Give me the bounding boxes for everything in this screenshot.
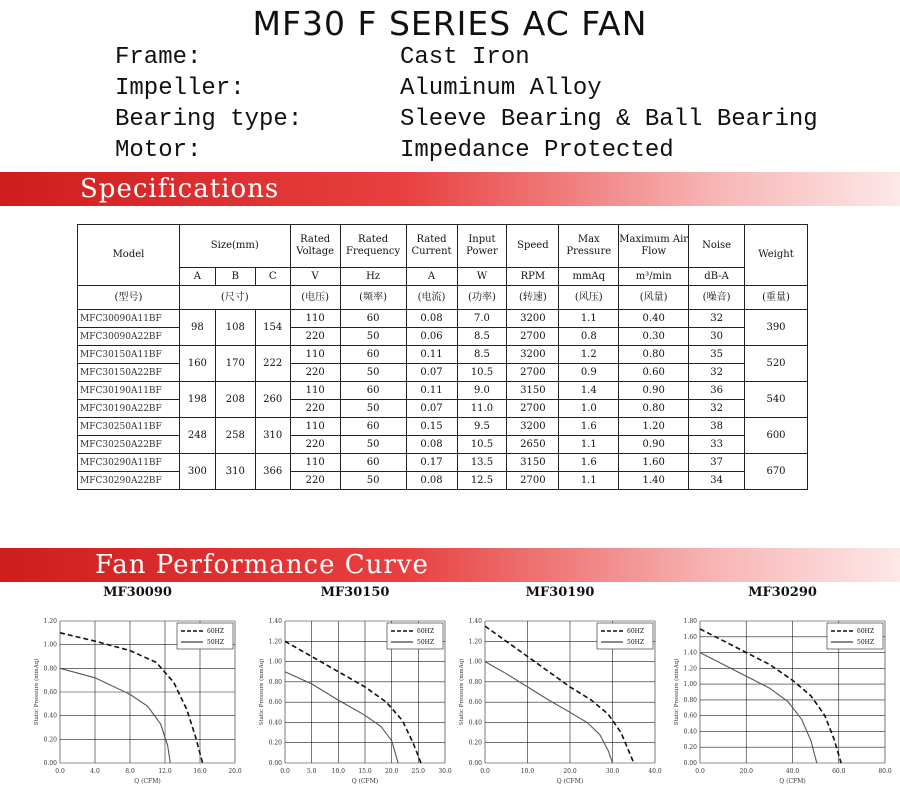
cell-airflow: 0.60 (619, 364, 689, 382)
y-axis-label: Static Pressure (mmAq) (34, 658, 40, 726)
cell-speed: 3150 (507, 382, 559, 400)
cell-current: 0.07 (406, 364, 457, 382)
property-row (115, 135, 818, 166)
cell-frequency: 50 (340, 436, 406, 454)
cell-frequency: 50 (340, 400, 406, 418)
legend-box (597, 623, 653, 649)
x-tick-label: 40.0 (785, 768, 800, 775)
cn-speed: (转速) (507, 286, 559, 310)
cell-frequency: 60 (340, 310, 406, 328)
cell-noise: 32 (689, 364, 745, 382)
x-tick-label: 10.0 (331, 768, 346, 775)
cell-noise: 37 (689, 454, 745, 472)
cell-voltage: 110 (290, 382, 340, 400)
cell-current: 0.11 (406, 382, 457, 400)
x-tick-label: 25.0 (411, 768, 426, 775)
cn-voltage: (电压) (290, 286, 340, 310)
chart-mf30150 (255, 585, 455, 790)
cell-current: 0.15 (406, 418, 457, 436)
x-axis-label: Q (CFM) (779, 778, 806, 785)
y-tick-label: 1.40 (268, 618, 282, 625)
header-model: Model (78, 225, 180, 286)
cell-noise: 36 (689, 382, 745, 400)
y-tick-label: 0.80 (43, 665, 57, 673)
unit-b: B (215, 268, 255, 286)
cell-size-a: 248 (179, 418, 215, 454)
cell-size-c: 222 (255, 346, 290, 382)
y-tick-label: 1.20 (468, 638, 482, 646)
cell-size-c: 260 (255, 382, 290, 418)
cell-model: MFC30250A22BF (78, 436, 180, 454)
cell-airflow: 0.30 (619, 328, 689, 346)
property-value: Cast Iron (400, 44, 530, 71)
header-weight: Weight (745, 225, 808, 286)
table-row (78, 382, 808, 400)
cell-size-b: 310 (215, 454, 255, 490)
cell-power: 8.5 (457, 346, 507, 364)
unit-v: V (290, 268, 340, 286)
cell-voltage: 110 (290, 346, 340, 364)
cell-airflow: 1.40 (619, 472, 689, 490)
x-tick-label: 20.0 (228, 768, 242, 775)
header-speed: Speed (507, 225, 559, 268)
property-row (115, 42, 818, 73)
series-line-50hz (485, 662, 613, 763)
cell-weight: 600 (745, 418, 808, 454)
specifications-heading: Specifications (80, 174, 280, 204)
cell-speed: 2700 (507, 328, 559, 346)
x-axis-label: Q (CFM) (556, 778, 584, 785)
unit-a: A (179, 268, 215, 286)
x-tick-label: 15.0 (358, 768, 372, 775)
y-tick-label: 0.80 (268, 678, 282, 686)
y-tick-label: 1.20 (683, 665, 697, 673)
x-tick-label: 5.0 (306, 768, 317, 775)
cell-pressure: 1.0 (559, 400, 619, 418)
cell-pressure: 1.1 (559, 436, 619, 454)
x-tick-label: 0.0 (480, 768, 490, 775)
y-tick-label: 0.60 (268, 699, 282, 707)
cn-power: (功率) (457, 286, 507, 310)
performance-curves (0, 585, 900, 790)
legend-label: 60HZ (857, 628, 875, 635)
cell-voltage: 220 (290, 472, 340, 490)
chart-mf30090 (30, 585, 245, 790)
cell-model: MFC30090A11BF (78, 310, 180, 328)
cell-size-c: 154 (255, 310, 290, 346)
cell-weight: 540 (745, 382, 808, 418)
table-row (78, 454, 808, 472)
header-size: Size(mm) (179, 225, 290, 268)
cell-airflow: 0.90 (619, 436, 689, 454)
unit-row (78, 268, 808, 286)
chart-title: MF30190 (525, 585, 595, 600)
x-tick-label: 4.0 (90, 768, 100, 775)
cell-model: MFC30290A11BF (78, 454, 180, 472)
cell-frequency: 60 (340, 346, 406, 364)
legend-label: 50HZ (857, 639, 875, 646)
y-tick-label: 0.00 (468, 760, 482, 767)
cell-pressure: 1.1 (559, 472, 619, 490)
y-tick-label: 0.60 (683, 712, 697, 720)
legend-box (177, 623, 233, 649)
series-line-50hz (285, 672, 398, 763)
cell-pressure: 1.1 (559, 310, 619, 328)
x-tick-label: 10.0 (520, 768, 535, 775)
chinese-label-row (78, 286, 808, 310)
header-current: Rated Current (406, 225, 457, 268)
property-value: Aluminum Alloy (400, 75, 602, 102)
cell-speed: 3200 (507, 418, 559, 436)
cn-pressure: (风压) (559, 286, 619, 310)
series-line-50hz (700, 653, 817, 763)
y-tick-label: 0.20 (683, 744, 697, 752)
cell-current: 0.06 (406, 328, 457, 346)
cell-size-c: 366 (255, 454, 290, 490)
x-tick-label: 80.0 (878, 768, 892, 775)
header-power: Input Power (457, 225, 507, 268)
x-tick-label: 30.0 (605, 768, 620, 775)
cell-voltage: 110 (290, 310, 340, 328)
cell-current: 0.11 (406, 346, 457, 364)
cell-airflow: 0.90 (619, 382, 689, 400)
curve-plot (455, 585, 665, 790)
cell-frequency: 60 (340, 454, 406, 472)
y-tick-label: 0.00 (43, 760, 57, 767)
y-tick-label: 0.00 (683, 760, 697, 767)
y-tick-label: 0.20 (468, 739, 482, 747)
property-value: Sleeve Bearing & Ball Bearing (400, 106, 818, 133)
cell-model: MFC30290A22BF (78, 472, 180, 490)
cell-pressure: 0.8 (559, 328, 619, 346)
cell-pressure: 1.4 (559, 382, 619, 400)
page-title: MF30 F SERIES AC FAN (252, 4, 648, 43)
unit-c: C (255, 268, 290, 286)
x-tick-label: 0.0 (695, 768, 705, 775)
y-axis-label: Static Pressure (mmAq) (259, 658, 265, 726)
cell-power: 7.0 (457, 310, 507, 328)
y-tick-label: 0.80 (683, 696, 697, 704)
x-tick-label: 12.0 (158, 768, 172, 775)
cell-voltage: 220 (290, 328, 340, 346)
y-tick-label: 1.00 (268, 658, 282, 666)
cell-weight: 520 (745, 346, 808, 382)
property-key: Frame: (115, 44, 202, 71)
y-tick-label: 1.60 (683, 633, 697, 641)
cn-current: (电流) (406, 286, 457, 310)
cell-noise: 32 (689, 310, 745, 328)
cell-voltage: 110 (290, 418, 340, 436)
specifications-banner (0, 172, 900, 206)
legend-label: 50HZ (627, 639, 645, 646)
x-axis-label: Q (CFM) (351, 778, 379, 785)
spec-table (77, 224, 808, 490)
cell-current: 0.08 (406, 472, 457, 490)
cell-pressure: 0.9 (559, 364, 619, 382)
cell-speed: 3200 (507, 346, 559, 364)
cell-size-a: 160 (179, 346, 215, 382)
cell-model: MFC30190A22BF (78, 400, 180, 418)
cell-airflow: 0.40 (619, 310, 689, 328)
cell-airflow: 0.80 (619, 346, 689, 364)
cell-current: 0.07 (406, 400, 457, 418)
properties-list (115, 42, 818, 166)
cell-power: 10.5 (457, 436, 507, 454)
y-tick-label: 0.40 (268, 719, 282, 727)
cell-current: 0.17 (406, 454, 457, 472)
chart-mf30190 (455, 585, 665, 790)
y-tick-label: 1.40 (683, 649, 697, 657)
header-frequency: Rated Frequency (340, 225, 406, 268)
series-line-60hz (700, 629, 841, 763)
table-row (78, 310, 808, 328)
cell-noise: 33 (689, 436, 745, 454)
x-tick-label: 0.0 (55, 768, 65, 775)
x-tick-label: 8.0 (125, 768, 135, 775)
x-axis-label: Q (CFM) (134, 778, 161, 785)
y-tick-label: 1.00 (43, 641, 57, 649)
cell-model: MFC30150A11BF (78, 346, 180, 364)
cell-speed: 2700 (507, 400, 559, 418)
cell-voltage: 220 (290, 364, 340, 382)
x-tick-label: 20.0 (563, 768, 577, 775)
unit-mmaq: mmAq (559, 268, 619, 286)
x-tick-label: 40.0 (648, 768, 662, 775)
cell-voltage: 110 (290, 454, 340, 472)
cell-voltage: 220 (290, 400, 340, 418)
cell-airflow: 1.20 (619, 418, 689, 436)
legend-label: 60HZ (207, 628, 225, 635)
y-tick-label: 0.00 (268, 760, 282, 767)
x-tick-label: 30.0 (438, 768, 452, 775)
legend-label: 60HZ (417, 628, 435, 635)
chart-title: MF30150 (320, 585, 390, 600)
legend-label: 50HZ (417, 639, 435, 646)
header-voltage: Rated Voltage (290, 225, 340, 268)
cell-noise: 34 (689, 472, 745, 490)
cell-model: MFC30090A22BF (78, 328, 180, 346)
x-tick-label: 16.0 (193, 768, 207, 775)
y-tick-label: 1.40 (468, 618, 482, 625)
y-tick-label: 1.20 (43, 618, 57, 625)
legend-box (387, 623, 443, 649)
performance-banner (0, 548, 900, 582)
cn-size: (尺寸) (179, 286, 290, 310)
cell-power: 9.5 (457, 418, 507, 436)
cell-airflow: 0.80 (619, 400, 689, 418)
y-tick-label: 0.40 (468, 719, 482, 727)
y-tick-label: 0.60 (468, 699, 482, 707)
cn-noise: (噪音) (689, 286, 745, 310)
x-tick-label: 0.0 (280, 768, 290, 775)
cell-pressure: 1.2 (559, 346, 619, 364)
y-tick-label: 1.00 (683, 681, 697, 689)
y-tick-label: 0.20 (268, 739, 282, 747)
y-axis-label: Static Pressure (mmAq) (459, 658, 465, 726)
series-line-60hz (60, 633, 203, 763)
cell-size-a: 198 (179, 382, 215, 418)
cell-airflow: 1.60 (619, 454, 689, 472)
cell-speed: 2700 (507, 364, 559, 382)
cell-speed: 2650 (507, 436, 559, 454)
curve-plot (255, 585, 455, 790)
cell-weight: 390 (745, 310, 808, 346)
y-tick-label: 0.80 (468, 678, 482, 686)
property-key: Motor: (115, 137, 202, 164)
cell-frequency: 50 (340, 472, 406, 490)
legend-box (827, 623, 883, 649)
unit-hz: Hz (340, 268, 406, 286)
cell-size-a: 98 (179, 310, 215, 346)
cell-frequency: 50 (340, 328, 406, 346)
cell-noise: 30 (689, 328, 745, 346)
cell-noise: 38 (689, 418, 745, 436)
cell-model: MFC30190A11BF (78, 382, 180, 400)
y-tick-label: 1.20 (268, 638, 282, 646)
cell-speed: 2700 (507, 472, 559, 490)
cell-noise: 32 (689, 400, 745, 418)
cell-power: 13.5 (457, 454, 507, 472)
y-tick-label: 1.80 (683, 618, 697, 625)
cell-size-b: 108 (215, 310, 255, 346)
unit-w: W (457, 268, 507, 286)
cell-pressure: 1.6 (559, 418, 619, 436)
property-key: Impeller: (115, 75, 245, 102)
property-row (115, 104, 818, 135)
cell-speed: 3150 (507, 454, 559, 472)
table-row (78, 346, 808, 364)
x-tick-label: 60.0 (832, 768, 846, 775)
cell-model: MFC30250A11BF (78, 418, 180, 436)
legend-label: 60HZ (627, 628, 645, 635)
performance-heading: Fan Performance Curve (95, 550, 429, 580)
cn-weight: (重量) (745, 286, 808, 310)
cn-frequency: (频率) (340, 286, 406, 310)
table-row (78, 418, 808, 436)
y-tick-label: 0.20 (43, 736, 57, 744)
cell-model: MFC30150A22BF (78, 364, 180, 382)
cell-frequency: 60 (340, 418, 406, 436)
cn-model: (型号) (78, 286, 180, 310)
curve-plot (670, 585, 895, 790)
property-key: Bearing type: (115, 106, 303, 133)
cell-power: 8.5 (457, 328, 507, 346)
cell-power: 11.0 (457, 400, 507, 418)
cell-speed: 3200 (507, 310, 559, 328)
property-value: Impedance Protected (400, 137, 674, 164)
header-pressure: Max Pressure (559, 225, 619, 268)
curve-plot (30, 585, 245, 790)
cell-power: 9.0 (457, 382, 507, 400)
y-tick-label: 0.60 (43, 689, 57, 696)
cell-size-b: 208 (215, 382, 255, 418)
cell-current: 0.08 (406, 310, 457, 328)
x-tick-label: 20.0 (384, 768, 399, 775)
unit-db: dB-A (689, 268, 745, 286)
cell-frequency: 50 (340, 364, 406, 382)
header-noise: Noise (689, 225, 745, 268)
y-tick-label: 0.40 (683, 728, 697, 736)
y-tick-label: 1.00 (468, 658, 482, 666)
unit-amp: A (406, 268, 457, 286)
cell-pressure: 1.6 (559, 454, 619, 472)
cell-current: 0.08 (406, 436, 457, 454)
cell-power: 10.5 (457, 364, 507, 382)
x-tick-label: 20.0 (739, 768, 753, 775)
cell-frequency: 60 (340, 382, 406, 400)
unit-rpm: RPM (507, 268, 559, 286)
header-row (78, 225, 808, 268)
y-axis-label: Static Pressure (mmAq) (674, 658, 680, 726)
cell-size-c: 310 (255, 418, 290, 454)
cell-power: 12.5 (457, 472, 507, 490)
chart-mf30290 (670, 585, 895, 790)
cell-size-a: 300 (179, 454, 215, 490)
unit-flow: m³/min (619, 268, 689, 286)
cell-noise: 35 (689, 346, 745, 364)
chart-title: MF30090 (103, 585, 172, 600)
cell-size-b: 170 (215, 346, 255, 382)
header-airflow: Maximum Air Flow (619, 225, 689, 268)
y-tick-label: 0.40 (43, 712, 57, 720)
cell-weight: 670 (745, 454, 808, 490)
cell-voltage: 220 (290, 436, 340, 454)
property-row (115, 73, 818, 104)
cn-airflow: (风量) (619, 286, 689, 310)
chart-title: MF30290 (748, 585, 817, 600)
cell-size-b: 258 (215, 418, 255, 454)
legend-label: 50HZ (207, 639, 225, 646)
